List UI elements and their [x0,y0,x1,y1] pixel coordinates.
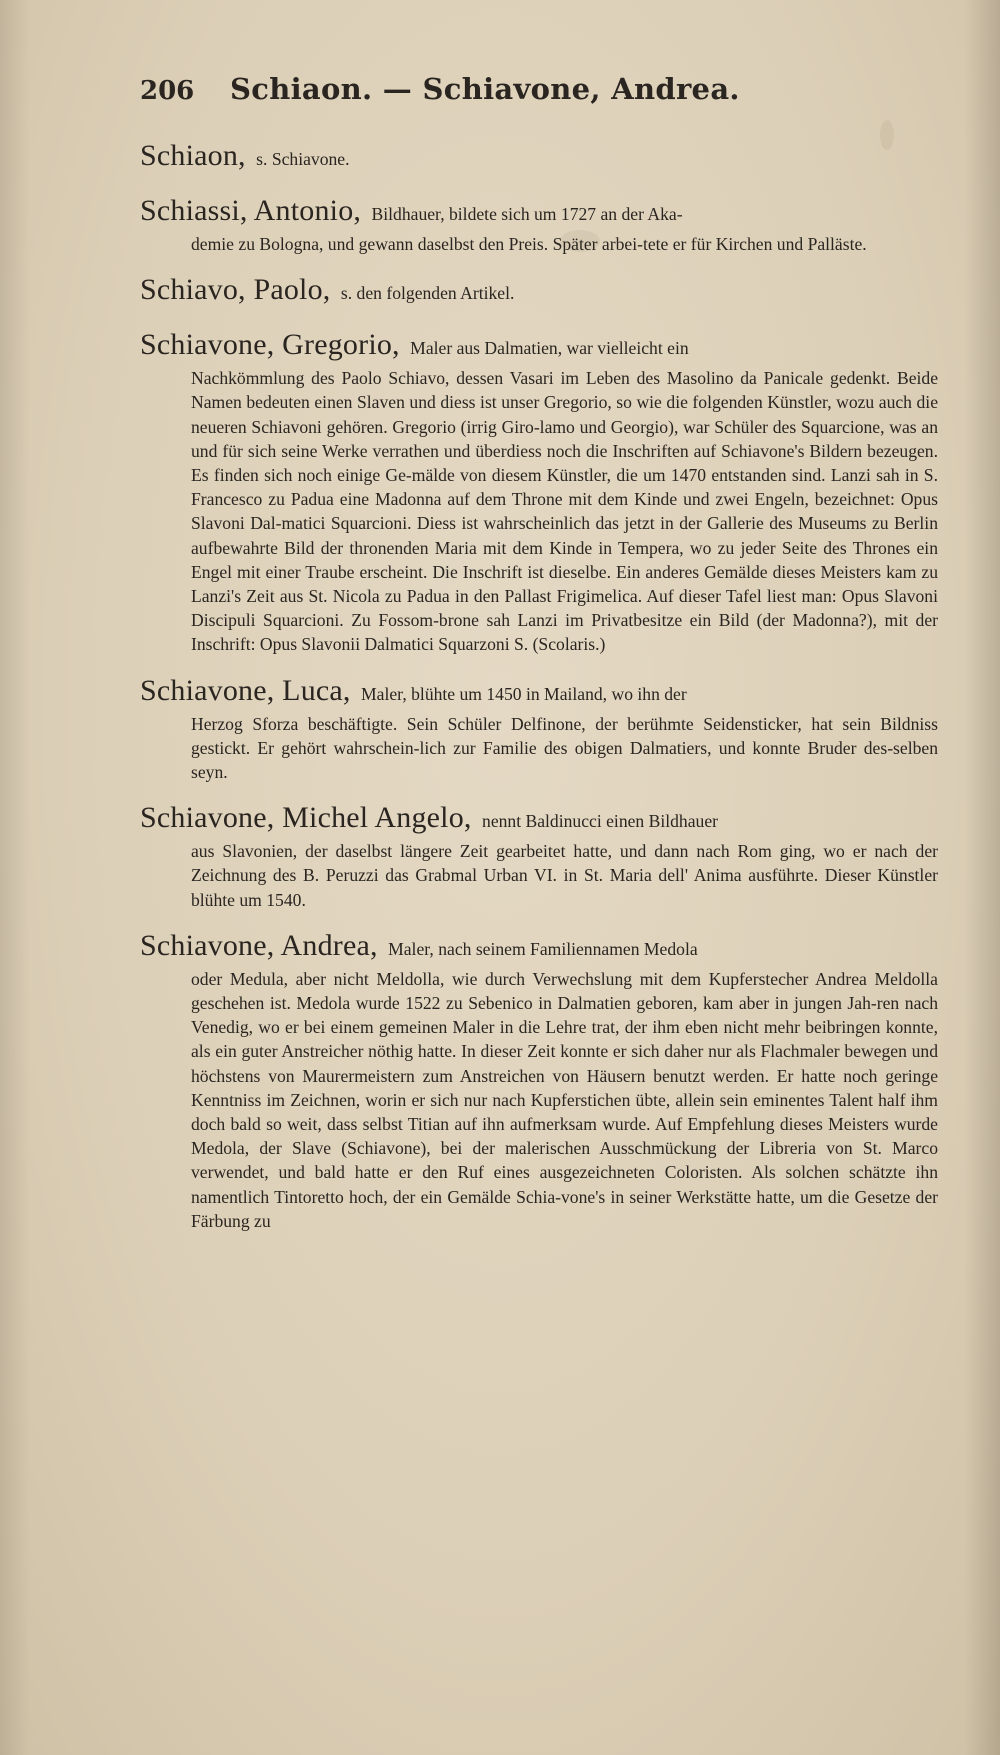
page-number: 206 [140,76,195,106]
entry-headword: Schiassi, Antonio, [140,194,362,227]
entry-text-first-line: Maler, blühte um 1450 in Mailand, wo ihn der [361,683,687,704]
entry-text-first-line: nennt Baldinucci einen Bildhauer [482,811,718,832]
entry-headword: Schiavone, Gregorio, [140,328,400,362]
entry-schiavo-paolo [140,272,938,311]
entry-text-first-line: s. den folgenden Artikel. [340,283,515,304]
entry-text-first-line: Maler, nach seinem Familiennamen Medola [388,938,698,959]
entry-body: aus Slavonien, der daselbst längere Zeit gearbeitet hatte, und dann nach Rom ging, wo er nach der Zeichnung des B. Peruzzi das Grabmal Urban VI. in St. Maria dell' Anima ausführte. Dieser Künstler blühte um 1540. [191,841,938,910]
running-title: Schiaon. — Schiavone, Andrea. [230,72,740,106]
entry-schiassi-antonio [140,193,938,256]
entry-schiavone-gregorio [140,327,938,656]
entry-headword: Schiavone, Luca, [140,673,351,707]
entry-body: Nachkömmlung des Paolo Schiavo, dessen Vasari im Leben des Masolino da Panicale gedenkt. Beide Namen bedeuten einen Slaven und diess ist unser Gregorio, so wie die folgenden Künstler, wozu auch die neueren Schiavoni gehören. Gregorio (irrig Giro-lamo und Georgio), war Schüler des Squarcione, was an und für sich seine Werke verrathen und überdiess noch die Inschriften auf Schiavone's Bildern bezeugen. Es finden sich noch einige Ge-mälde von diesem Künstler, die um 1470 entstanden sind. Lanzi sah in S. Francesco zu Padua eine Madonna auf dem Throne mit dem Kinde und zwei Engeln, bezeichnet: Opus Slavoni Dal-matici Squarcioni. Diess ist wahrscheinlich das jetzt in der Gallerie des Museums zu Berlin aufbewahrte Bild der thronenden Maria mit dem Kinde in Tempera, wo zu jeder Seite des Thrones ein Engel mit einer Traube erscheint. Die Inschrift ist dieselbe. Ein anderes Gemälde dieses Meisters kam zu Lanzi's Zeit aus St. Nicola zu Padua in den Pallast Frigimelica. Auf dieser Tafel liest man: Opus Slavoni Discipuli Squarcioni. Zu Fossom-brone sah Lanzi im Privatbesitze ein Bild (der Madonna?), mit der Inschrift: Opus Slavonii Dalmatici Squarzoni S. (Scolaris.) [191,368,938,655]
entry-schiaon [140,138,938,177]
entry-headword: Schiaon, [140,139,246,172]
entry-schiavone-michel-angelo [140,800,938,912]
entry-schiavone-luca [140,673,938,785]
entry-text-first-line: Bildhauer, bildete sich um 1727 an der Aka- [371,204,683,224]
entry-schiavone-andrea [140,928,938,1233]
entry-headword: Schiavone, Michel Angelo, [140,801,472,835]
entry-body: Herzog Sforza beschäftigte. Sein Schüler Delfinone, der berühmte Seidensticker, hat sein Bildniss gestickt. Er gehört wahrschein-lich zur Familie des obigen Dalmatiers, und konnte Bruder des-selben seyn. [191,713,938,783]
entry-body: demie zu Bologna, und gewann daselbst den Preis. Später arbei-tete er für Kirchen und Palläste. [191,234,867,254]
running-head [140,72,938,122]
entry-headword: Schiavone, Andrea, [140,928,378,962]
entry-headword: Schiavo, Paolo, [140,273,331,307]
entry-text-first-line: Maler aus Dalmatien, war vielleicht ein [410,338,689,359]
entry-body: oder Medula, aber nicht Meldolla, wie durch Verwechslung mit dem Kupferstecher Andrea Meldolla geschehen ist. Medola wurde 1522 zu Sebenico in Dalmatien geboren, kam aber in jungen Jah-ren nach Venedig, wo er bei einem gemeinen Maler in die Lehre trat, der ihm eben nicht mehr beibringen konnte, als ein guter Anstreicher nöthig hatte. In dieser Zeit konnte er sich daher nur als Flachmaler bewegen und höchstens von Maurermeistern zum Anstreichen von Häusern benutzt werden. Er hatte noch geringe Kenntniss im Zeichnen, worin er sich nur nach Kupferstichen übte, allein sein eminentes Talent half ihm doch bald so weit, dass selbst Titian auf ihn aufmerksam wurde. Auf Empfehlung dieses Meisters wurde Medola, der Slave (Schiavone), bei der malerischen Ausschmückung der Libreria von St. Marco verwendet, und bald hatte er den Ruf eines ausgezeichneten Coloristen. Als solchen schätzte ihn namentlich Tintoretto hoch, der ein Gemälde Schia-vone's in seiner Werkstätte hatte, um die Gesetze der Färbung zu [191,968,938,1231]
entry-text-first-line: s. Schiavone. [256,149,350,169]
